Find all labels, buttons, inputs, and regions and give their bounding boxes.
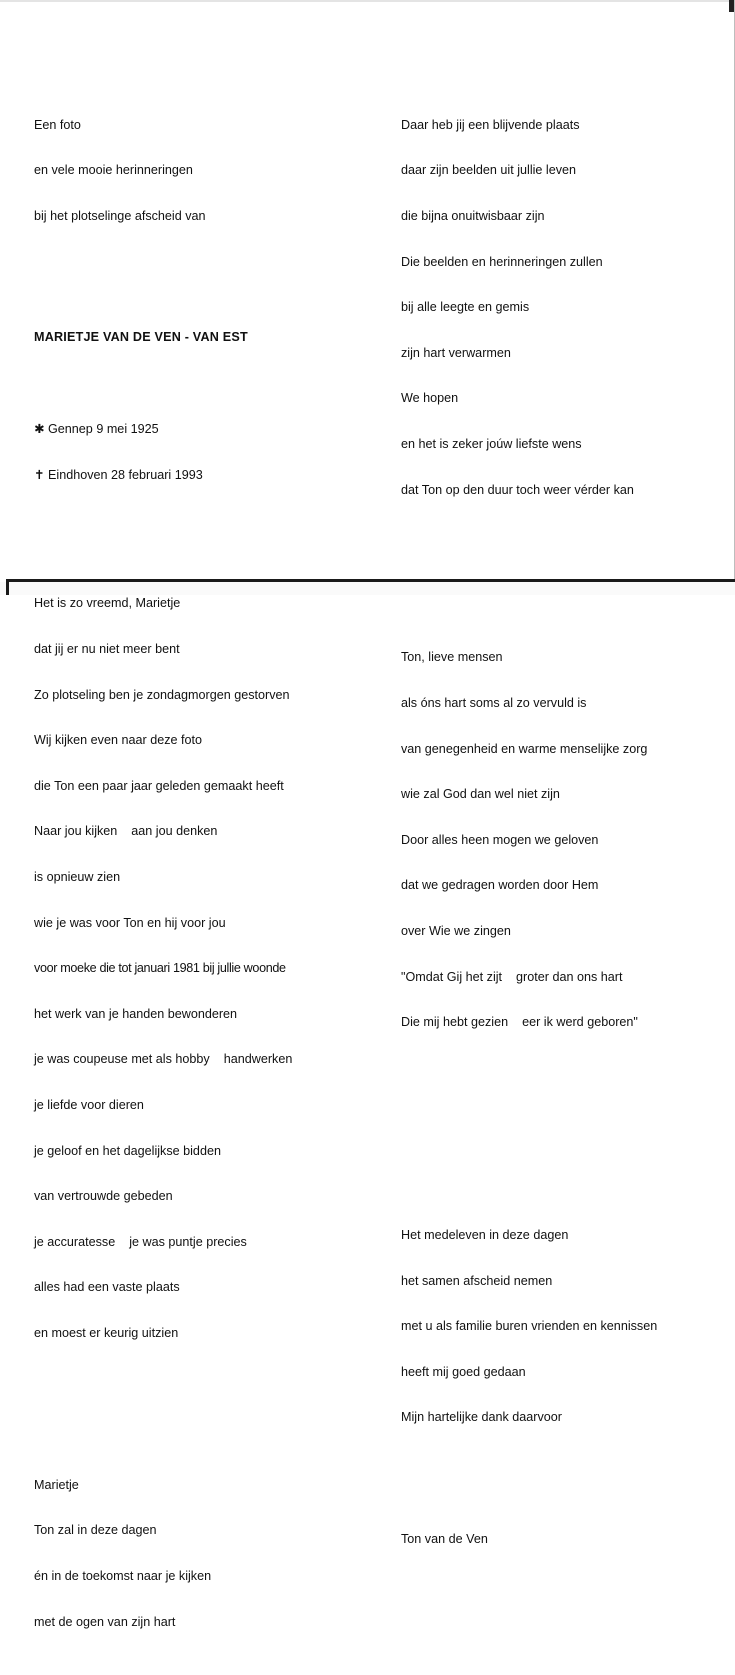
deceased-name: MARIETJE VAN DE VEN - VAN EST: [34, 330, 248, 345]
poem-left-block-1: [34, 566, 364, 1372]
poem-right-block-1: [401, 87, 726, 528]
poem-line: dat we gedragen worden door Hem: [401, 878, 599, 893]
poem-line: het werk van je handen bewonderen: [34, 1006, 238, 1021]
poem-line: Zo plotseling ben je zondagmorgen gestorven: [34, 687, 290, 702]
death-text: Eindhoven 28 februari 1993: [48, 468, 203, 482]
poem-right-block-2: [401, 620, 726, 1061]
poem-line: Naar jou kijken aan jou denken: [34, 824, 218, 839]
poem-line: en het is zeker joúw liefste wens: [401, 436, 582, 451]
left-column: [34, 57, 364, 1675]
birth-line: [34, 422, 364, 437]
poem-line: wie je was voor Ton en hij voor jou: [34, 915, 226, 930]
signature: Ton van de Ven: [401, 1531, 488, 1546]
scan-bottom-band: [0, 582, 735, 595]
poem-line: je accuratesse je was puntje precies: [34, 1234, 247, 1249]
poem-line: alles had een vaste plaats: [34, 1280, 180, 1295]
thanks-line: Het medeleven in deze dagen: [401, 1227, 569, 1242]
poem-line: Het is zo vreemd, Marietje: [34, 596, 181, 611]
poem-line: en moest er keurig uitzien: [34, 1325, 179, 1340]
intro-block: [34, 87, 364, 254]
thanks-line: Mijn hartelijke dank daarvoor: [401, 1410, 563, 1425]
poem-line: Ton zal in deze dagen: [34, 1523, 157, 1538]
thanks-line: heeft mij goed gedaan: [401, 1364, 526, 1379]
poem-line: die Ton een paar jaar geleden gemaakt heeft: [34, 778, 284, 793]
right-column: [401, 57, 726, 1562]
death-cross-icon: ✝: [34, 468, 45, 482]
poem-line: Die beelden en herinneringen zullen: [401, 254, 603, 269]
spacer: [34, 376, 364, 392]
poem-line: Ton, lieve mensen: [401, 650, 503, 665]
poem-line: dat jij er nu niet meer bent: [34, 642, 180, 656]
death-line: [34, 468, 364, 483]
poem-line: zijn hart verwarmen: [401, 345, 511, 360]
intro-line: bij het plotselinge afscheid van: [34, 209, 206, 223]
poem-line: met de ogen van zijn hart: [34, 1614, 176, 1629]
intro-line: Een foto: [34, 117, 81, 132]
poem-line: We hopen: [401, 391, 459, 406]
poem-line: wie zal God dan wel niet zijn: [401, 787, 560, 802]
spacer: [401, 1091, 726, 1167]
thanks-line: het samen afscheid nemen: [401, 1273, 553, 1288]
poem-line: die bijna onuitwisbaar zijn: [401, 209, 545, 223]
birth-star-icon: ✱: [34, 422, 45, 437]
poem-line: én in de toekomst naar je kijken: [34, 1568, 212, 1583]
poem-line: Die mij hebt gezien eer ik werd geboren": [401, 1015, 638, 1030]
poem-line: van vertrouwde gebeden: [34, 1189, 173, 1204]
poem-line: daar zijn beelden uit jullie leven: [401, 163, 577, 178]
spacer: [401, 1486, 726, 1501]
thanks-line: met u als familie buren vrienden en kennissen: [401, 1319, 658, 1334]
poem-line: Door alles heen mogen we geloven: [401, 832, 599, 847]
poem-line: bij alle leegte en gemis: [401, 300, 530, 315]
poem-line: is opnieuw zien: [34, 869, 121, 884]
birth-text: Gennep 9 mei 1925: [48, 422, 159, 437]
poem-line: van genegenheid en warme menselijke zorg: [401, 741, 648, 756]
spacer: [34, 285, 364, 300]
poem-line: voor moeke die tot januari 1981 bij jullie woonde: [34, 961, 286, 976]
card-bottom-edge: [6, 579, 735, 582]
poem-line: over Wie we zingen: [401, 923, 511, 938]
card-top-edge: [0, 0, 735, 2]
card-bottom-corner: [6, 579, 9, 595]
poem-line: Marietje: [34, 1477, 79, 1492]
poem-line: je liefde voor dieren: [34, 1097, 144, 1112]
poem-line: "Omdat Gij het zijt groter dan ons hart: [401, 969, 623, 984]
poem-line: Daar heb jij een blijvende plaats: [401, 117, 580, 132]
poem-line: als óns hart soms al zo vervuld is: [401, 695, 587, 710]
poem-left-block-2: [34, 1447, 364, 1660]
poem-line: dat Ton op den duur toch weer vérder kan: [401, 482, 634, 497]
poem-line: Wij kijken even naar deze foto: [34, 733, 203, 748]
intro-line: en vele mooie herinneringen: [34, 163, 193, 178]
poem-line: je was coupeuse met als hobby handwerken: [34, 1052, 293, 1067]
thanks-block: [401, 1198, 726, 1456]
spacer: [34, 514, 364, 536]
poem-line: je geloof en het dagelijkse bidden: [34, 1143, 221, 1158]
spacer: [34, 1402, 364, 1417]
